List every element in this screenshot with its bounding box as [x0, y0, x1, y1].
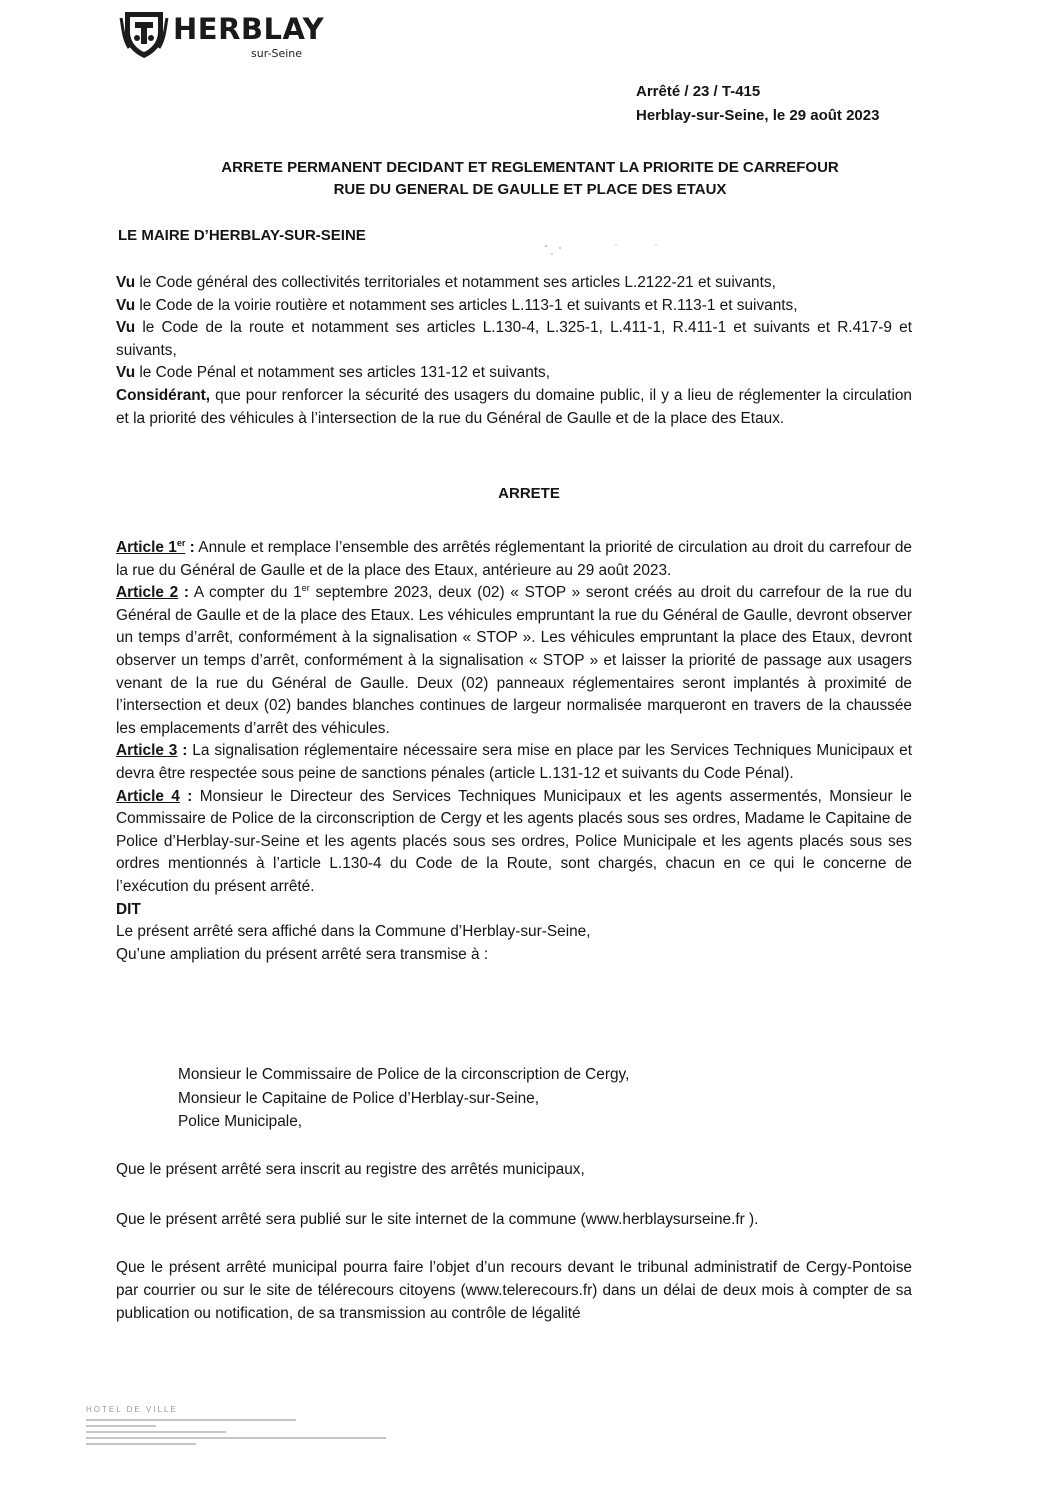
article-4: [116, 786, 912, 899]
article-3-text: La signalisation réglementaire nécessaire sera mise en place par les Services Techniques Municipaux et devra être respectée sous peine de sanctions pénales (article L.131-12 et suivants du Code Pénal).: [116, 742, 912, 782]
footer-faint-line: [86, 1419, 296, 1421]
article-colon: :: [179, 787, 193, 805]
article-2-text: septembre 2023, deux (02) « STOP » seront créés au droit du carrefour de la rue du Général de Gaulle et de la place des Etaux. Les véhicules empruntant la rue du Général de Gaulle, devront observer un temps d’arrêt, conformément à la signalisation « STOP ». Les véhicules empruntant la place des Etaux, devront observer un temps d’arrêt, conformément à la signalisation « STOP » et laisser la priorité de passage aux usagers venant de la rue du Général de Gaulle. Deux (02) panneaux réglementaires seront implantés à proximité de l’intersection et deux (02) bandes blanches continues de largeur normalisée marqueront en travers de la chaussée les emplacements d’arrêt des véhicules.: [116, 584, 912, 737]
article-2-label: Article 2: [116, 584, 179, 602]
recipient-item: Police Municipale,: [178, 1113, 303, 1130]
article-2-pre: A compter du 1: [189, 584, 302, 602]
mayor-heading: LE MAIRE D’HERBLAY-SUR-SEINE: [118, 227, 366, 244]
scan-specks: [538, 240, 668, 260]
article-1: [116, 537, 912, 582]
vu-line: [116, 362, 912, 385]
decree-number: Arrêté / 23 / T-415: [636, 83, 761, 100]
vu-lead: Vu: [116, 364, 136, 382]
considerant-text: que pour renforcer la sécurité des usagers du domaine public, il y a lieu de réglementer la circulation et la priorité des véhicules à l’intersection de la rue du Général de Gaulle et de la place des Etaux.: [116, 386, 912, 427]
brand-name: HERBLAY: [173, 12, 325, 46]
footer-faint-line: [86, 1425, 156, 1427]
vu-text: le Code général des collectivités territoriales et notamment ses articles L.2122-21 et suivants,: [135, 274, 776, 291]
article-4-text: Monsieur le Directeur des Services Techniques Municipaux et les agents assermentés, Monsieur le Commissaire de Police de la circonscription de Cergy et les agents placés sous ses ordres, Madame le Capitaine de Police d’Herblay-sur-Seine et les agents placés sous ses ordres, Police Municipale et les agents placés sous ses ordres mentionnés à l’article L.130-4 du Code de la Route, sont chargés, chacun en ce qui le concerne de l’exécution du présent arrêté.: [116, 787, 912, 895]
recipients-list: [178, 1063, 629, 1134]
title-line-2: RUE DU GENERAL DE GAULLE ET PLACE DES ETAUX: [333, 181, 727, 198]
closing-paragraph-3: Que le présent arrêté municipal pourra faire l’objet d’un recours devant le tribunal administratif de Cergy-Pontoise par courrier ou sur le site de télérecours citoyens (www.telerecours.fr) dans un délai de deux mois à compter de sa publication ou notification, de sa transmission au contrôle de légalité: [116, 1259, 912, 1322]
vu-text: le Code de la voirie routière et notamment ses articles L.113-1 et suivants et R.113-1 et suivants,: [135, 296, 798, 314]
article-colon: :: [185, 539, 195, 556]
dit-line-2: Qu’une ampliation du présent arrêté sera transmise à :: [116, 945, 489, 963]
recipient-item: Monsieur le Capitaine de Police d’Herblay-sur-Seine,: [178, 1089, 540, 1107]
vu-text: le Code Pénal et notamment ses articles 131-12 et suivants,: [135, 364, 551, 382]
considerant-paragraph: [116, 385, 912, 430]
article-2-sup: er: [301, 583, 310, 594]
vu-line: [116, 272, 912, 295]
vu-line: [116, 317, 912, 362]
footer-faint-line: [86, 1431, 226, 1433]
article-1-text: Annule et remplace l’ensemble des arrêtés réglementant la priorité de circulation au droit du carrefour de la rue du Général de Gaulle et de la place des Etaux, antérieure au 29 août 2023.: [116, 539, 912, 579]
vu-line: [116, 295, 912, 318]
article-1-label: Article 1er: [116, 537, 186, 556]
city-logo: [117, 6, 357, 66]
arrete-heading: ARRETE: [498, 485, 560, 502]
article-3-label: Article 3: [116, 742, 178, 760]
articles: [116, 537, 912, 966]
vu-lead: Vu: [116, 319, 136, 337]
title-line-1: ARRETE PERMANENT DECIDANT ET REGLEMENTANT LA PRIORITE DE CARREFOUR: [221, 159, 839, 176]
considerant-lead: Considérant,: [116, 386, 211, 404]
closing-paragraph-1: Que le présent arrêté sera inscrit au registre des arrêtés municipaux,: [116, 1161, 585, 1178]
closing-paragraph-2: Que le présent arrêté sera publié sur le site internet de la commune (www.herblaysurseine.fr ).: [116, 1211, 759, 1228]
vu-lead: Vu: [116, 296, 136, 314]
footer-faint-line: [86, 1437, 386, 1439]
decree-reference: [636, 80, 879, 128]
vu-text: le Code de la route et notamment ses articles L.130-4, L.325-1, L.411-1, R.411-1 et suivants et R.417-9 et suivants,: [116, 319, 912, 359]
preamble: [116, 272, 912, 430]
article-3: [116, 740, 912, 785]
brand-subtitle: sur-Seine: [251, 47, 303, 60]
place-date: Herblay-sur-Seine, le 29 août 2023: [636, 107, 880, 124]
dit-heading: DIT: [116, 900, 141, 918]
vu-lead: Vu: [116, 274, 136, 291]
dit-line-1: Le présent arrêté sera affiché dans la Commune d’Herblay-sur-Seine,: [116, 923, 591, 941]
footer-faint-line: [86, 1443, 196, 1445]
footer-org: HOTEL DE VILLE: [86, 1405, 178, 1414]
footer-address: [86, 1405, 406, 1449]
decree-title: [110, 157, 950, 201]
article-2: [116, 582, 912, 740]
city-crest-icon: [119, 8, 169, 60]
article-colon: :: [177, 742, 188, 760]
recipient-item: Monsieur le Commissaire de Police de la circonscription de Cergy,: [178, 1066, 630, 1083]
article-colon: :: [178, 584, 190, 602]
article-4-label: Article 4: [116, 787, 180, 805]
